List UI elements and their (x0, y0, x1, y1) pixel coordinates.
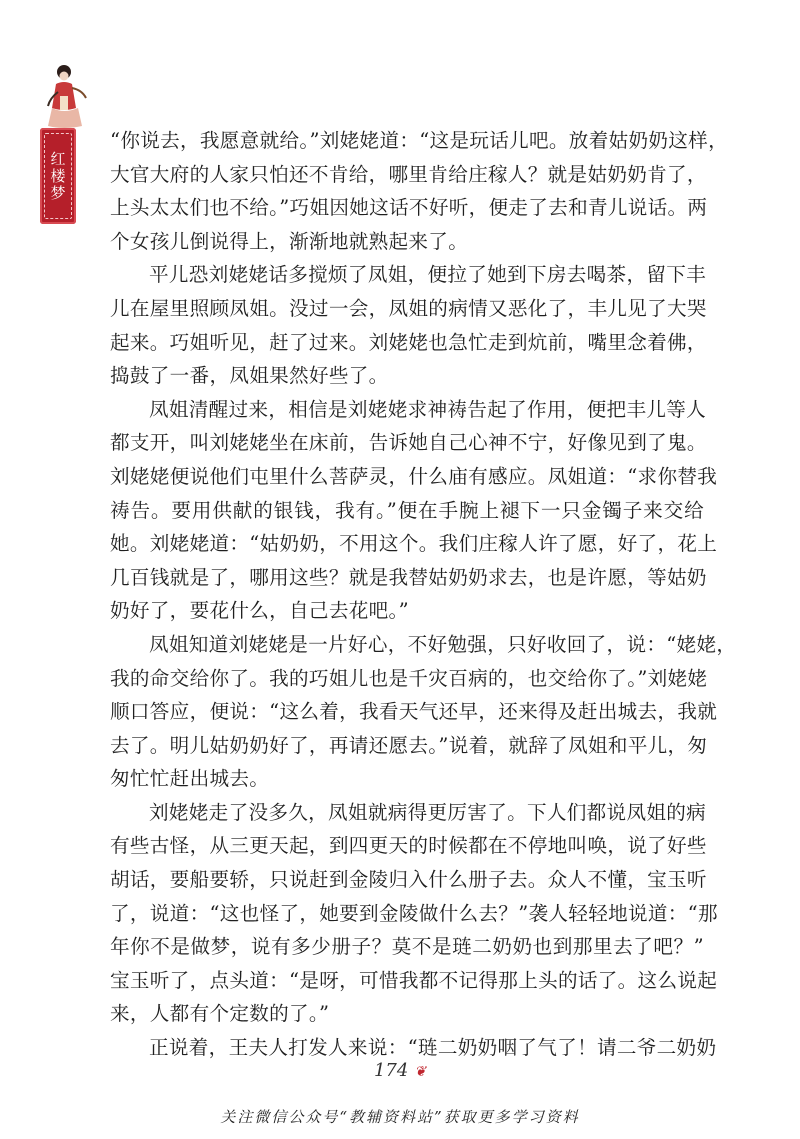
text-line: 几百钱就是了，哪用这些？就是我替姑奶奶求去，也是许愿，等姑奶 (110, 565, 707, 589)
text-line: 年你不是做梦，说有多少册子？莫不是琏二奶奶也到那里去了吧？” (110, 935, 704, 959)
text-line: 有些古怪，从三更天起，到四更天的时候都在不停地叫唤，说了好些 (110, 834, 707, 858)
text-line: 上头太太们也不给。”巧姐因她这话不好听，便走了去和青儿说话。两 (110, 196, 708, 220)
text-line: 祷告。要用供献的银钱，我有。”便在手腕上褪下一只金镯子来交给 (110, 498, 704, 522)
book-title-tab-border (44, 133, 72, 219)
text-line: 顺口答应，便说：“这么着，我看天气还早，还来得及赶出城去，我就 (110, 700, 718, 724)
book-title-label: 红楼梦 (48, 150, 67, 202)
footer-note: 关注微信公众号“教辅资料站”获取更多学习资料 (220, 1108, 580, 1126)
text-line: “你说去，我愿意就给。”刘姥姥道：“这是玩话儿吧。放着姑奶奶这样， (110, 129, 728, 152)
text-line: 她。刘姥姥道：“姑奶奶，不用这个。我们庄稼人许了愿，好了，花上 (110, 532, 718, 556)
text-line: 刘姥姥走了没多久，凤姐就病得更厉害了。下人们都说凤姐的病 (149, 800, 707, 824)
text-line: 来，人都有个定数的了。” (110, 1002, 330, 1026)
text-line: 匆忙忙赶出城去。 (110, 767, 270, 791)
page-number-value: 174 (373, 1060, 409, 1081)
text-line: 捣鼓了一番，凤姐果然好些了。 (110, 364, 389, 388)
text-line: 都支开，叫刘姥姥坐在床前，告诉她自己心神不宁，好像见到了鬼。 (110, 431, 707, 455)
body-text (110, 124, 737, 1065)
text-line: 去了。明儿姑奶奶好了，再请还愿去。”说着，就辞了凤姐和平儿，匆 (110, 733, 708, 757)
maiden-illustration (42, 62, 92, 130)
book-title-tab (40, 128, 76, 224)
text-line: 我的命交给你了。我的巧姐儿也是千灾百病的，也交给你了。”刘姥姥 (110, 666, 708, 690)
text-line: 大官大府的人家只怕还不肯给，哪里肯给庄稼人？就是姑奶奶肯了， (110, 162, 707, 186)
text-line: 了，说道：“这也怪了，她要到金陵做什么去？”袭人轻轻地说道：“那 (110, 901, 718, 925)
text-line: 奶好了，要花什么，自己去花吧。” (110, 599, 409, 623)
page-number (0, 1060, 800, 1081)
text-line: 凤姐清醒过来，相信是刘姥姥求神祷告起了作用，便把丰儿等人 (149, 397, 707, 421)
text-line: 刘姥姥便说他们屯里什么菩萨灵，什么庙有感应。凤姐道：“求你替我 (110, 464, 718, 488)
text-line: 起来。巧姐听见，赶了过来。刘姥姥也急忙走到炕前，嘴里念着佛， (110, 330, 707, 354)
text-line: 正说着，王夫人打发人来说：“琏二奶奶咽了气了！请二爷二奶奶 (149, 1036, 717, 1060)
text-line: 平儿恐刘姥姥话多搅烦了凤姐，便拉了她到下房去喝茶，留下丰 (149, 263, 707, 287)
text-line: 个女孩儿倒说得上，渐渐地就熟起来了。 (110, 229, 469, 253)
leaf-ornament-icon: ❦ (414, 1064, 427, 1080)
text-line: 胡话，要船要轿，只说赶到金陵归入什么册子去。众人不懂，宝玉听 (110, 868, 707, 892)
text-line: 儿在屋里照顾凤姐。没过一会，凤姐的病情又恶化了，丰儿见了大哭 (110, 296, 707, 320)
text-line: 宝玉听了，点头道：“是呀，可惜我都不记得那上头的话了。这么说起 (110, 968, 718, 992)
text-line: 凤姐知道刘姥姥是一片好心，不好勉强，只好收回了，说：“姥姥， (149, 632, 737, 656)
